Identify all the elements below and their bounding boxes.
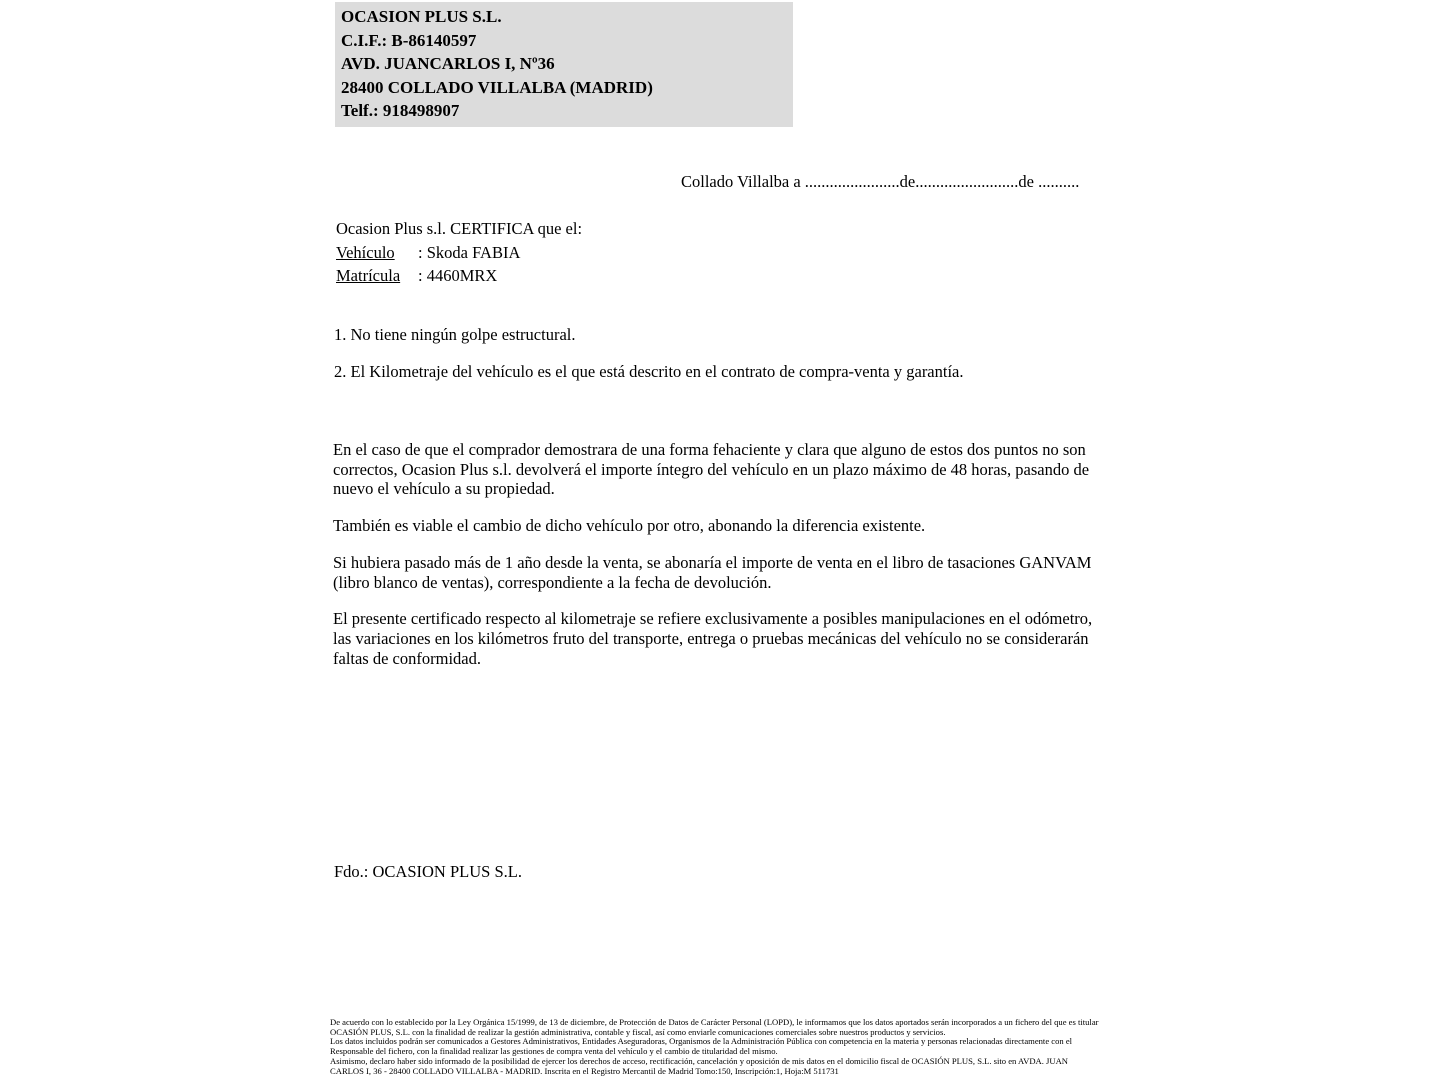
legal-footer — [330, 1018, 1102, 1076]
plate-row — [336, 264, 582, 288]
company-header-box — [335, 2, 793, 127]
paragraph-ganvam-valuation: Si hubiera pasado más de 1 año desde la venta, se abonaría el importe de venta en el libro de tasaciones GANVAM (libro blanco de ventas), correspondiente a la fecha de devolución. — [333, 552, 1092, 592]
company-name: OCASION PLUS S.L. — [341, 7, 502, 26]
plate-value: : 4460MRX — [418, 266, 498, 285]
paragraph-odometer-disclaimer: El presente certificado respecto al kilometraje se refiere exclusivamente a posibles manipulaciones en el odómetro, las variaciones en los kilómetros fruto del transporte, entrega o pruebas mecánicas del vehículo no se considerarán faltas de conformidad. — [333, 609, 1093, 668]
company-phone: Telf.: 918498907 — [341, 101, 460, 121]
plate-label: Matrícula — [336, 266, 401, 285]
vehicle-label: Vehículo — [336, 242, 395, 262]
company-cif: C.I.F.: B-86140597 — [341, 30, 477, 50]
company-address: AVD. JUANCARLOS I, Nº36 — [341, 54, 555, 74]
certify-intro: Ocasion Plus s.l. CERTIFICA que el: — [336, 219, 583, 238]
certification-block — [336, 217, 582, 288]
signature-line: Fdo.: OCASION PLUS S.L. — [334, 862, 522, 881]
body-paragraphs — [333, 440, 1098, 685]
paragraph-refund-conditions: En el caso de que el comprador demostrara de una forma fehaciente y clara que alguno de estos dos puntos no son correctos, Ocasion Plus s.l. devolverá el importe íntegro del vehículo en un plazo máximo de 48 horas, pasando de nuevo el vehículo a su propiedad. — [333, 440, 1090, 499]
company-city: 28400 COLLADO VILLALBA (MADRID) — [341, 77, 653, 97]
legal-footer-line-3: Asimismo, declaro haber sido informado de la posibilidad de ejercer los derechos de acceso, rectificación, cancelación y oposición de mis datos en el domicilio fiscal de OCASIÓN PLUS, S.L. sito en AVDA. JUAN CARLOS I, 36 - 28400 COLLADO VILLALBA - MADRID. Inscrita en el Registro Mercantil de Madrid Tomo:150, Inscripción:1, Hoja:M 511731 — [330, 1055, 1069, 1076]
legal-footer-line-2: Los datos incluidos podrán ser comunicados a Gestores Administrativos, Entidades Aseguradoras, Organismos de la Administración Pública con competencia en la materia y personas relacionadas directamente con el Responsable del fichero, con la finalidad realizar las gestiones de compra venta del vehículo y el cambio de titularidad del mismo. — [330, 1036, 1073, 1057]
vehicle-row — [336, 241, 582, 265]
certified-point-2: 2. El Kilometraje del vehículo es el que está descrito en el contrato de compra-venta y garantía. — [334, 362, 964, 381]
vehicle-value: : Skoda FABIA — [418, 242, 521, 262]
legal-footer-line-1: De acuerdo con lo establecido por la Ley Orgánica 15/1999, de 13 de diciembre, de Protección de Datos de Carácter Personal (LOPD), le informamos que los datos aportados serán incorporados a un fichero del que es titular OCASIÓN PLUS, S.L. con la finalidad de realizar la gestión administrativa, contable y fiscal, así como enviarle comunicaciones comerciales sobre nuestros productos y servicios. — [330, 1017, 1099, 1037]
date-fill-in-line: Collado Villalba a .......................de.........................de .......... — [681, 172, 1080, 191]
certified-point-1: 1. No tiene ningún golpe estructural. — [334, 325, 576, 344]
paragraph-exchange-option: También es viable el cambio de dicho vehículo por otro, abonando la diferencia existente. — [333, 516, 926, 536]
